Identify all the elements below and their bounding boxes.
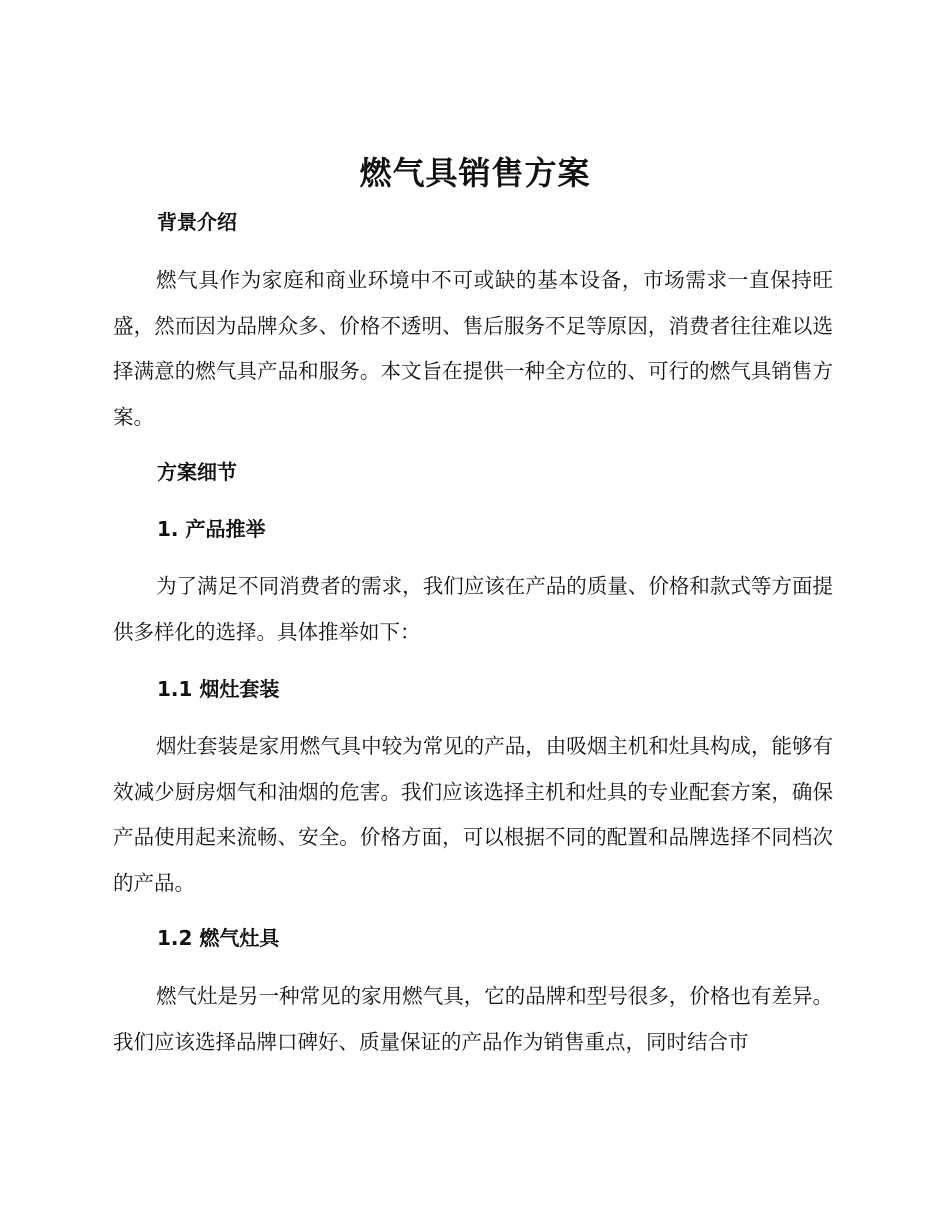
- heading-hood-set: 1.1 烟灶套装: [157, 677, 280, 701]
- heading-product-recommendation: 1. 产品推举: [157, 517, 266, 541]
- page-title: 燃气具销售方案: [359, 154, 591, 192]
- paragraph-product-recommendation: 为了满足不同消费者的需求，我们应该在产品的质量、价格和款式等方面提供多样化的选择。具体推举如下：: [113, 574, 833, 644]
- paragraph-hood-set: 烟灶套装是家用燃气具中较为常见的产品，由吸烟主机和灶具构成，能够有效减少厨房烟气和油烟的危害。我们应该选择主机和灶具的专业配套方案，确保产品使用起来流畅、安全。价格方面，可以根据不同的配置和品牌选择不同档次的产品。: [113, 734, 833, 895]
- heading-plan-details: 方案细节: [157, 460, 237, 484]
- heading-gas-stove: 1.2 燃气灶具: [157, 926, 280, 950]
- heading-background: 背景介绍: [157, 210, 237, 234]
- paragraph-gas-stove: 燃气灶是另一种常见的家用燃气具，它的品牌和型号很多，价格也有差异。我们应该选择品牌口碑好、质量保证的产品作为销售重点，同时结合市: [113, 984, 833, 1054]
- paragraph-background: 燃气具作为家庭和商业环境中不可或缺的基本设备，市场需求一直保持旺盛，然而因为品牌众多、价格不透明、售后服务不足等原因，消费者往往难以选择满意的燃气具产品和服务。本文旨在提供一种全方位的、可行的燃气具销售方案。: [113, 268, 833, 429]
